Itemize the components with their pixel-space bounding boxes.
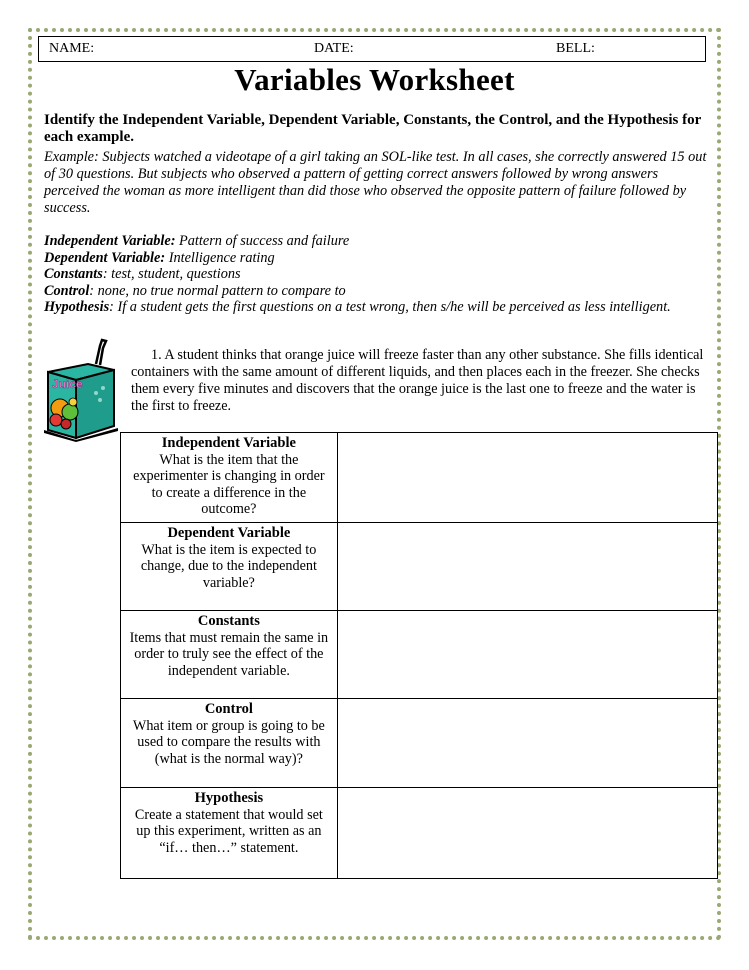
answer-cell-constants[interactable]	[337, 611, 717, 699]
example-independent: Independent Variable: Pattern of success and failure	[44, 233, 350, 249]
question-text: A student thinks that orange juice will freeze faster than any other substance. She fills identical containers with the same amount of different liquids, and then places each in the freezer. She checks them every five minutes and discovers that the orange juice is the last one to freeze and the water is the first to freeze.	[131, 347, 704, 414]
date-label: DATE:	[314, 41, 354, 56]
row-label-cell	[121, 611, 338, 699]
page-title: Variables Worksheet	[234, 62, 515, 97]
table-row	[121, 611, 718, 699]
row-label-cell	[121, 788, 338, 879]
row-label: Independent Variable	[161, 435, 296, 451]
example-paragraph: Example: Subjects watched a videotape of a girl taking an SOL-like test. In all cases, she correctly answered 15 out of 30 questions. But subjects who observed a pattern of getting correct answers followed by wrong answers perceived the woman as more intelligent than did those who observed the opposite pattern of failure followed by success.	[44, 149, 707, 216]
student-info-header	[38, 36, 706, 62]
example-hypothesis: Hypothesis: If a student gets the first questions on a test wrong, then s/he will be perceived as less intelligent.	[44, 299, 671, 315]
row-label: Hypothesis	[194, 790, 264, 806]
example-answers	[44, 233, 716, 316]
row-label-cell	[121, 523, 338, 611]
answer-cell-hypothesis[interactable]	[337, 788, 717, 879]
row-description: What is the item that the experimenter is changing in order to create a difference in the outcome?	[133, 451, 325, 517]
answer-cell-dependent[interactable]	[337, 523, 717, 611]
svg-text:Juice: Juice	[52, 377, 83, 391]
bell-label: BELL:	[556, 41, 595, 56]
row-description: Items that must remain the same in order to truly see the effect of the independent variable.	[129, 629, 329, 679]
table-row	[121, 699, 718, 788]
answer-cell-independent[interactable]	[337, 433, 717, 523]
example-dependent: Dependent Variable: Intelligence rating	[44, 249, 275, 266]
table-row	[121, 523, 718, 611]
example-control: Control: none, no true normal pattern to compare to	[44, 282, 346, 299]
answer-cell-control[interactable]	[337, 699, 717, 788]
table-row	[121, 433, 718, 523]
table-row	[121, 788, 718, 879]
row-label: Constants	[197, 613, 260, 629]
row-label: Control	[204, 701, 253, 717]
row-label-cell	[121, 433, 338, 523]
row-description: What item or group is going to be used to compare the results with (what is the normal way)?	[132, 717, 325, 767]
instructions: Identify the Independent Variable, Dependent Variable, Constants, the Control, and the Hypothesis for each example.	[44, 112, 702, 145]
example-constants: Constants: test, student, questions	[44, 266, 241, 282]
row-description: What is the item is expected to change, due to the independent variable?	[140, 541, 317, 591]
question-1	[131, 347, 705, 415]
variables-table	[120, 432, 718, 879]
juice-box-icon	[40, 338, 122, 442]
row-label-cell	[121, 699, 338, 788]
question-number: 1.	[151, 347, 162, 363]
row-label: Dependent Variable	[167, 525, 291, 541]
row-description: Create a statement that would set up this experiment, written as an “if… then…” statement.	[134, 806, 323, 856]
name-label: NAME:	[49, 41, 95, 56]
